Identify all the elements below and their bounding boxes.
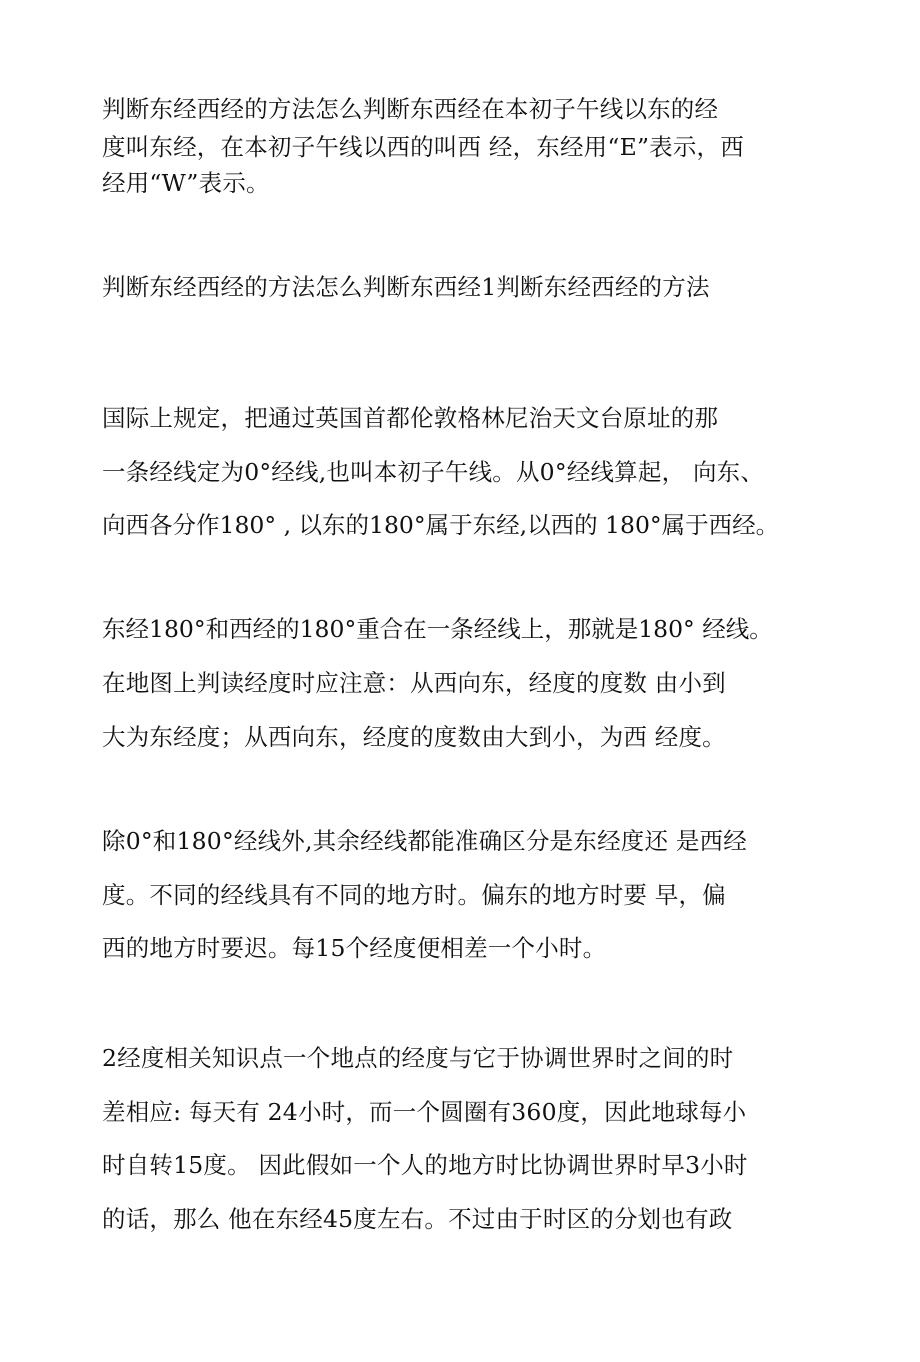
paragraph-6-line-3: 时自转15度。 因此假如一个人的地方时比协调世界时早3小时 [102, 1151, 748, 1179]
paragraph-5-line-3: 西的地方时要迟。每15个经度便相差一个小时。 [102, 934, 607, 962]
paragraph-3-line-3: 向西各分作180° , 以东的180°属于东经,以西的 180°属于西经。 [102, 511, 780, 539]
paragraph-6-line-4: 的话，那么 他在东经45度左右。不过由于时区的分划也有政 [102, 1205, 733, 1233]
paragraph-1-line-3: 经用“W”表示。 [102, 169, 270, 197]
paragraph-6-line-1: 2经度相关知识点一个地点的经度与它于协调世界时之间的时 [102, 1044, 734, 1072]
paragraph-4-line-1: 东经180°和西经的180°重合在一条经线上，那就是180° 经线。 [102, 615, 773, 643]
paragraph-2-line-1: 判断东经西经的方法怎么判断东西经1判断东经西经的方法 [102, 273, 710, 301]
paragraph-4-line-2: 在地图上判读经度时应注意：从西向东，经度的度数 由小到 [102, 669, 726, 697]
paragraph-3-line-1: 国际上规定，把通过英国首都伦敦格林尼治天文台原址的那 [102, 404, 719, 432]
paragraph-4-line-3: 大为东经度；从西向东，经度的度数由大到小，为西 经度。 [102, 723, 726, 751]
paragraph-5-line-2: 度。不同的经线具有不同的地方时。偏东的地方时要 早，偏 [102, 881, 726, 909]
paragraph-3-line-2: 一条经线定为0°经线,也叫本初子午线。从0°经线算起， 向东、 [102, 458, 765, 486]
paragraph-5-line-1: 除0°和180°经线外,其余经线都能准确区分是东经度还 是西经 [102, 827, 747, 855]
paragraph-1-line-2: 度叫东经，在本初子午线以西的叫西 经，东经用“E”表示，西 [102, 133, 744, 161]
paragraph-1-line-1: 判断东经西经的方法怎么判断东西经在本初子午线以东的经 [102, 95, 719, 123]
paragraph-6-line-2: 差相应: 每天有 24小时，而一个圆圈有360度，因此地球每小 [102, 1098, 747, 1126]
